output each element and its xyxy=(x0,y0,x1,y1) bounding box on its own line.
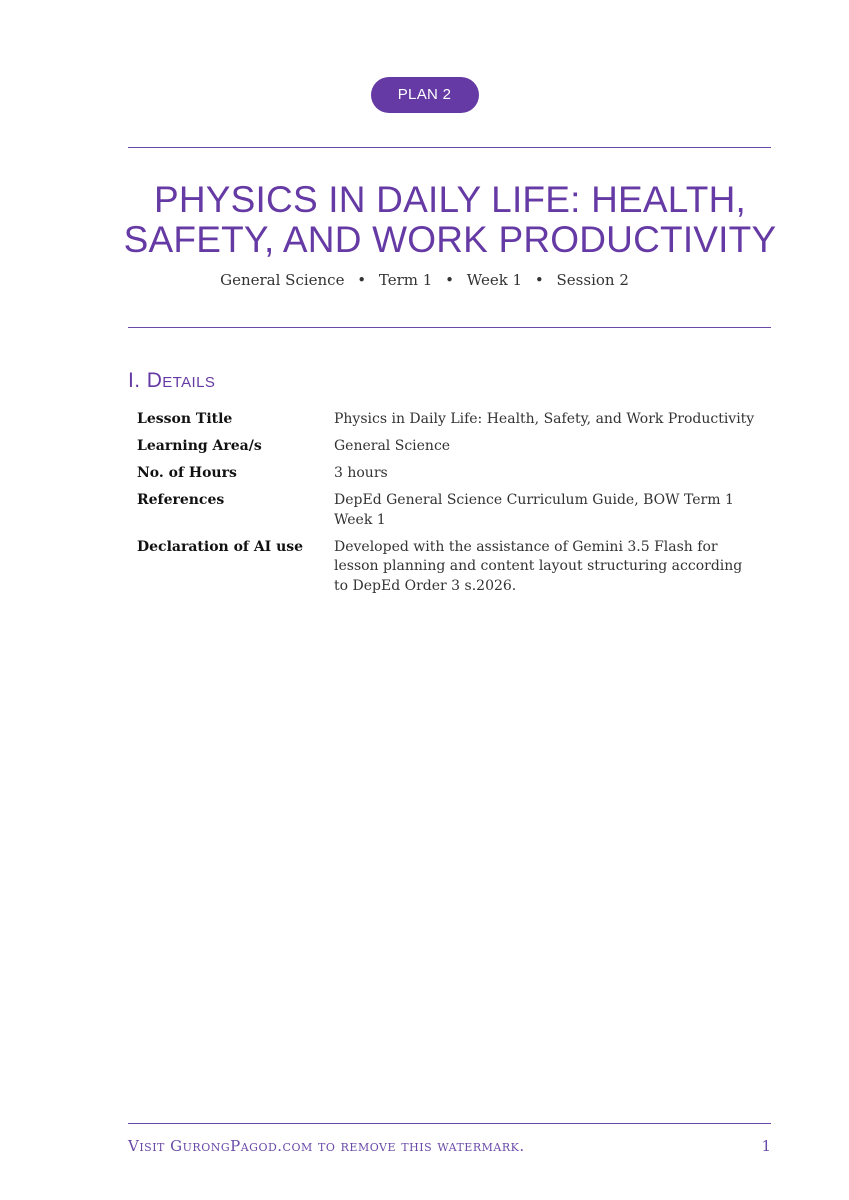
row-label: References xyxy=(137,492,225,508)
watermark-text: Visit GurongPagod.com to remove this watermark. xyxy=(128,1137,525,1155)
section-heading-details: I. Details xyxy=(128,369,216,392)
footer-divider xyxy=(128,1123,771,1124)
row-label: Lesson Title xyxy=(137,411,233,427)
meta-separator: • xyxy=(534,271,544,289)
row-label: Declaration of AI use xyxy=(137,538,304,555)
meta-term: Term 1 xyxy=(378,271,433,289)
meta-session: Session 2 xyxy=(556,271,629,289)
meta-separator: • xyxy=(357,271,367,289)
meta-week: Week 1 xyxy=(466,271,523,289)
table-row xyxy=(137,437,757,464)
details-table xyxy=(137,410,757,604)
meta-separator: • xyxy=(445,271,454,289)
top-divider xyxy=(128,147,771,148)
middle-divider xyxy=(128,327,771,328)
table-row xyxy=(137,491,757,538)
table-row xyxy=(137,464,757,491)
plan-badge: PLAN 2 xyxy=(371,77,479,113)
row-value: Developed with the assistance of Gemini 3.5 Flash for lesson planning and content layout structuring according to DepEd Order 3 s.2026. xyxy=(334,538,743,594)
page-title: PHYSICS IN DAILY LIFE: HEALTH, SAFETY, AND WORK PRODUCTIVITY xyxy=(123,179,777,260)
table-row xyxy=(137,410,757,437)
row-value: Physics in Daily Life: Health, Safety, and Work Productivity xyxy=(334,411,755,427)
page-number: 1 xyxy=(761,1137,771,1155)
row-value: DepEd General Science Curriculum Guide, BOW Term 1 Week 1 xyxy=(334,492,734,528)
row-value: 3 hours xyxy=(334,465,388,481)
row-value: General Science xyxy=(334,438,451,454)
table-row xyxy=(137,538,757,604)
badge-container xyxy=(0,77,849,113)
row-label: Learning Area/s xyxy=(137,438,262,454)
lesson-meta xyxy=(0,271,849,289)
row-label: No. of Hours xyxy=(137,465,237,481)
meta-subject: General Science xyxy=(220,271,345,289)
